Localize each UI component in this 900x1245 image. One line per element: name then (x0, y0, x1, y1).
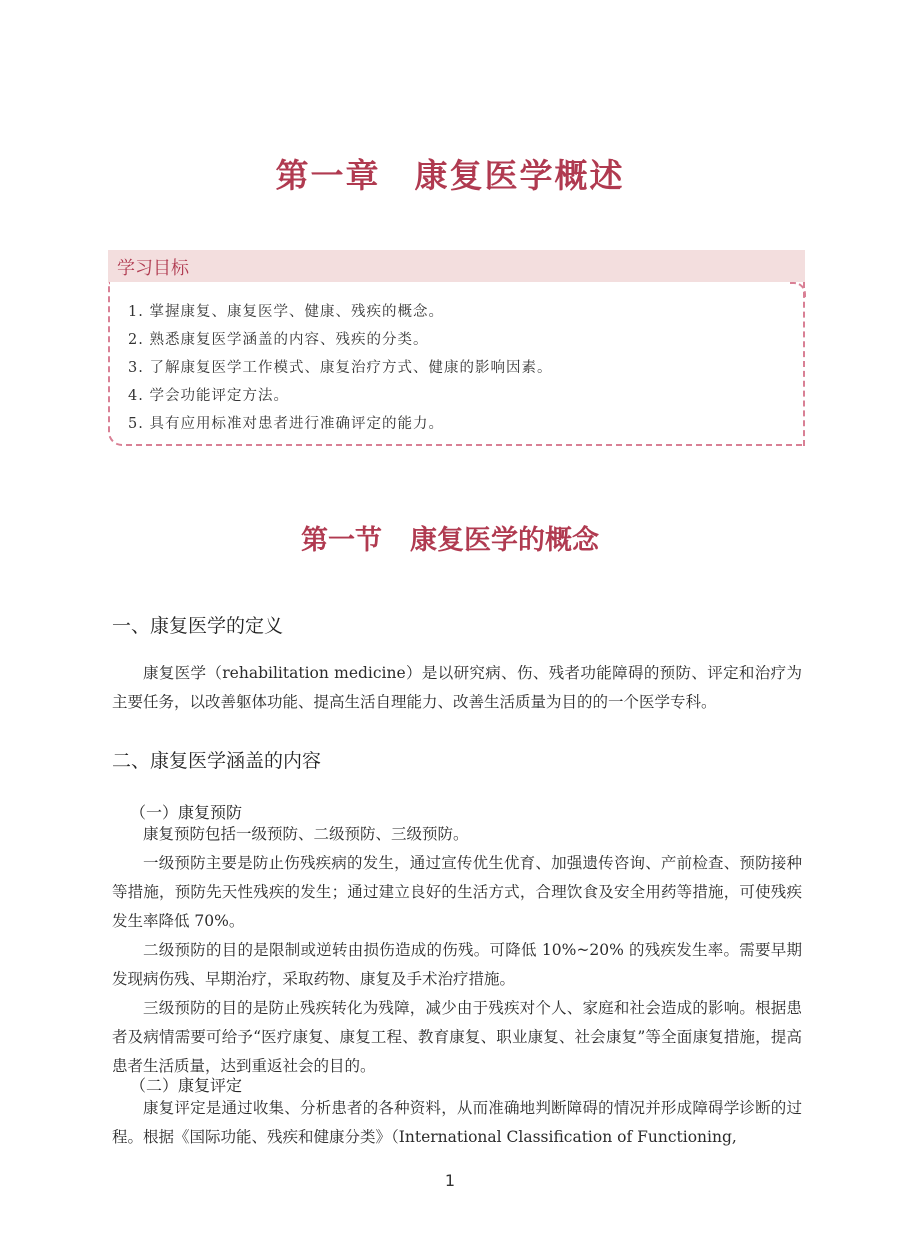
heading-rehab-prevention: （一）康复预防 (130, 803, 243, 822)
learning-goal-item: 4. 学会功能评定方法。 (128, 388, 289, 404)
chapter-name: 康复医学概述 (414, 156, 625, 195)
chapter-title (0, 150, 900, 197)
section-number: 第一节 (301, 525, 382, 556)
learning-goals-label: 学习目标 (117, 258, 189, 279)
heading-definition: 一、康复医学的定义 (112, 615, 284, 637)
learning-goal-item: 5. 具有应用标准对患者进行准确评定的能力。 (128, 416, 444, 432)
chapter-number: 第一章 (275, 156, 381, 195)
paragraph-prevention-intro: 康复预防包括一级预防、二级预防、三级预防。 (143, 825, 469, 843)
paragraph-assessment: 康复评定是通过收集、分析患者的各种资料，从而准确地判断障碍的情况并形成障碍学诊断的过程。根据《国际功能、残疾和健康分类》（International Classification of Functioning, (112, 1099, 802, 1146)
heading-content: 二、康复医学涵盖的内容 (112, 750, 322, 772)
learning-goal-item: 3. 了解康复医学工作模式、康复治疗方式、健康的影响因素。 (128, 360, 553, 376)
learning-goal-item: 1. 掌握康复、康复医学、健康、残疾的概念。 (128, 304, 444, 320)
learning-goals-header (108, 250, 805, 282)
learning-goal-item: 2. 熟悉康复医学涵盖的内容、残疾的分类。 (128, 332, 429, 348)
section-name: 康复医学的概念 (410, 525, 599, 556)
section-title (0, 518, 900, 557)
paragraph-definition: 康复医学（rehabilitation medicine）是以研究病、伤、残者功能障碍的预防、评定和治疗为主要任务，以改善躯体功能、提高生活自理能力、改善生活质量为目的的一个医学专科。 (112, 664, 802, 711)
paragraph-primary-prevention: 一级预防主要是防止伤残疾病的发生，通过宣传优生优育、加强遗传咨询、产前检查、预防接种等措施，预防先天性残疾的发生；通过建立良好的生活方式，合理饮食及安全用药等措施，可使残疾发生率降低 70%。 (112, 854, 802, 930)
learning-goals-list (128, 300, 552, 440)
paragraph-secondary-prevention: 二级预防的目的是限制或逆转由损伤造成的伤残。可降低 10%~20% 的残疾发生率。需要早期发现病伤残、早期治疗，采取药物、康复及手术治疗措施。 (112, 941, 802, 988)
heading-rehab-assessment: （二）康复评定 (130, 1076, 243, 1095)
paragraph-tertiary-prevention: 三级预防的目的是防止残疾转化为残障，减少由于残疾对个人、家庭和社会造成的影响。根据患者及病情需要可给予“医疗康复、康复工程、教育康复、职业康复、社会康复”等全面康复措施，提高患者生活质量，达到重返社会的目的。 (112, 999, 802, 1075)
page-number: 1 (444, 1171, 456, 1190)
